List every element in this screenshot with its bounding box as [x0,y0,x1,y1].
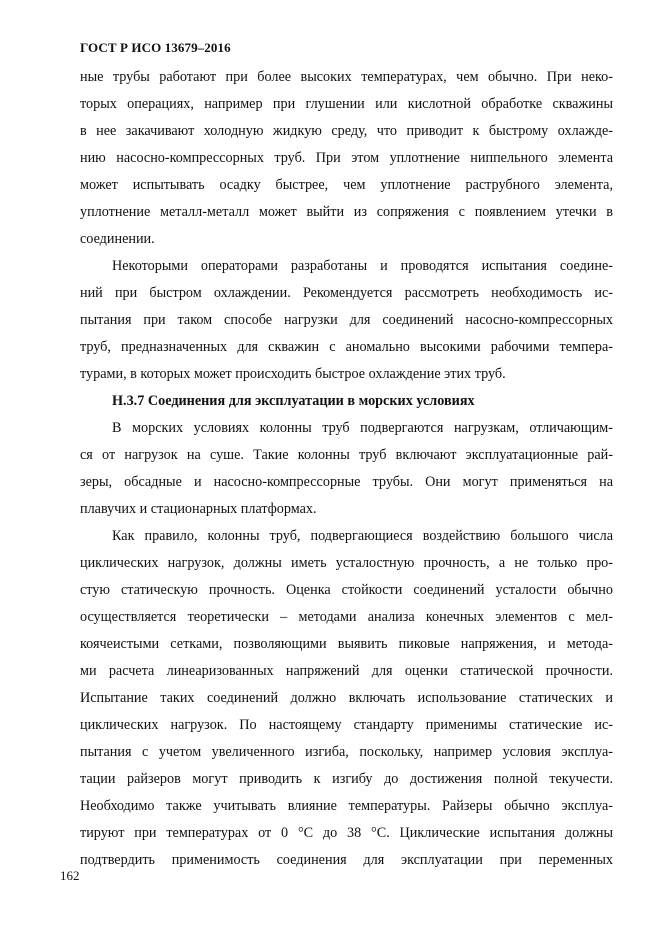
body-text [80,64,613,874]
text-line: соединении. [80,231,155,247]
text-line: осуществляется теоретически – методами анализа конечных элементов с мел- [80,609,613,625]
text-line: ные трубы работают при более высоких температурах, чем обычно. При неко- [80,69,613,85]
text-line: ний при быстром охлаждении. Рекомендуется рассмотреть необходимость ис- [80,285,613,301]
text-line: может испытывать осадку быстрее, чем уплотнение раструбного элемента, [80,177,613,193]
text-line: тируют при температурах от 0 °С до 38 °С. Циклические испытания должны [80,825,613,841]
section-heading: Н.3.7 Соединения для эксплуатации в морских условиях [112,393,475,409]
text-line: ми расчета линеаризованных напряжений для оценки статической прочности. [80,663,613,679]
text-line: пытания с учетом увеличенного изгиба, поскольку, например условия эксплуа- [80,744,613,760]
text-line: циклических нагрузок, должны иметь усталостную прочность, а не только про- [80,555,613,571]
text-line: Испытание таких соединений должно включать использование статических и [80,690,613,706]
page-number: 162 [60,868,80,883]
text-line: торых операциях, например при глушении или кислотной обработке скважины [80,96,613,112]
text-line: Как правило, колонны труб, подвергающиеся воздействию большого числа [112,528,613,544]
text-line: коячеистыми сетками, позволяющими выявить пиковые напряжения, и метода- [80,636,613,652]
text-line: подтвердить применимость соединения для эксплуатации при переменных [80,852,613,868]
text-line: ся от нагрузок на суше. Такие колонны труб включают эксплуатационные рай- [80,447,613,463]
text-line: В морских условиях колонны труб подвергаются нагрузкам, отличающим- [112,420,613,436]
text-line: стую статическую прочность. Оценка стойкости соединений усталости обычно [80,582,613,598]
text-line: Некоторыми операторами разработаны и проводятся испытания соедине- [112,258,613,274]
text-line: пытания при таком способе нагрузки для соединений насосно-компрессорных [80,312,613,328]
text-line: зеры, обсадные и насосно-компрессорные трубы. Они могут применяться на [80,474,613,490]
standard-header: ГОСТ Р ИСО 13679–2016 [80,40,231,55]
text-line: турами, в которых может происходить быстрое охлаждение этих труб. [80,366,506,382]
text-line: уплотнение металл-металл может выйти из сопряжения с появлением утечки в [80,204,613,220]
text-line: тации райзеров могут приводить к изгибу до достижения полной текучести. [80,771,613,787]
text-line: в нее закачивают холодную жидкую среду, что приводит к быстрому охлажде- [80,123,613,139]
text-line: плавучих и стационарных платформах. [80,501,317,517]
text-line: нию насосно-компрессорных труб. При этом уплотнение ниппельного элемента [80,150,613,166]
text-line: труб, предназначенных для скважин с аномально высокими рабочими темпера- [80,339,613,355]
text-line: циклических нагрузок. По настоящему стандарту применимы статические ис- [80,717,613,733]
text-line: Необходимо также учитывать влияние температуры. Райзеры обычно эксплуа- [80,798,613,814]
